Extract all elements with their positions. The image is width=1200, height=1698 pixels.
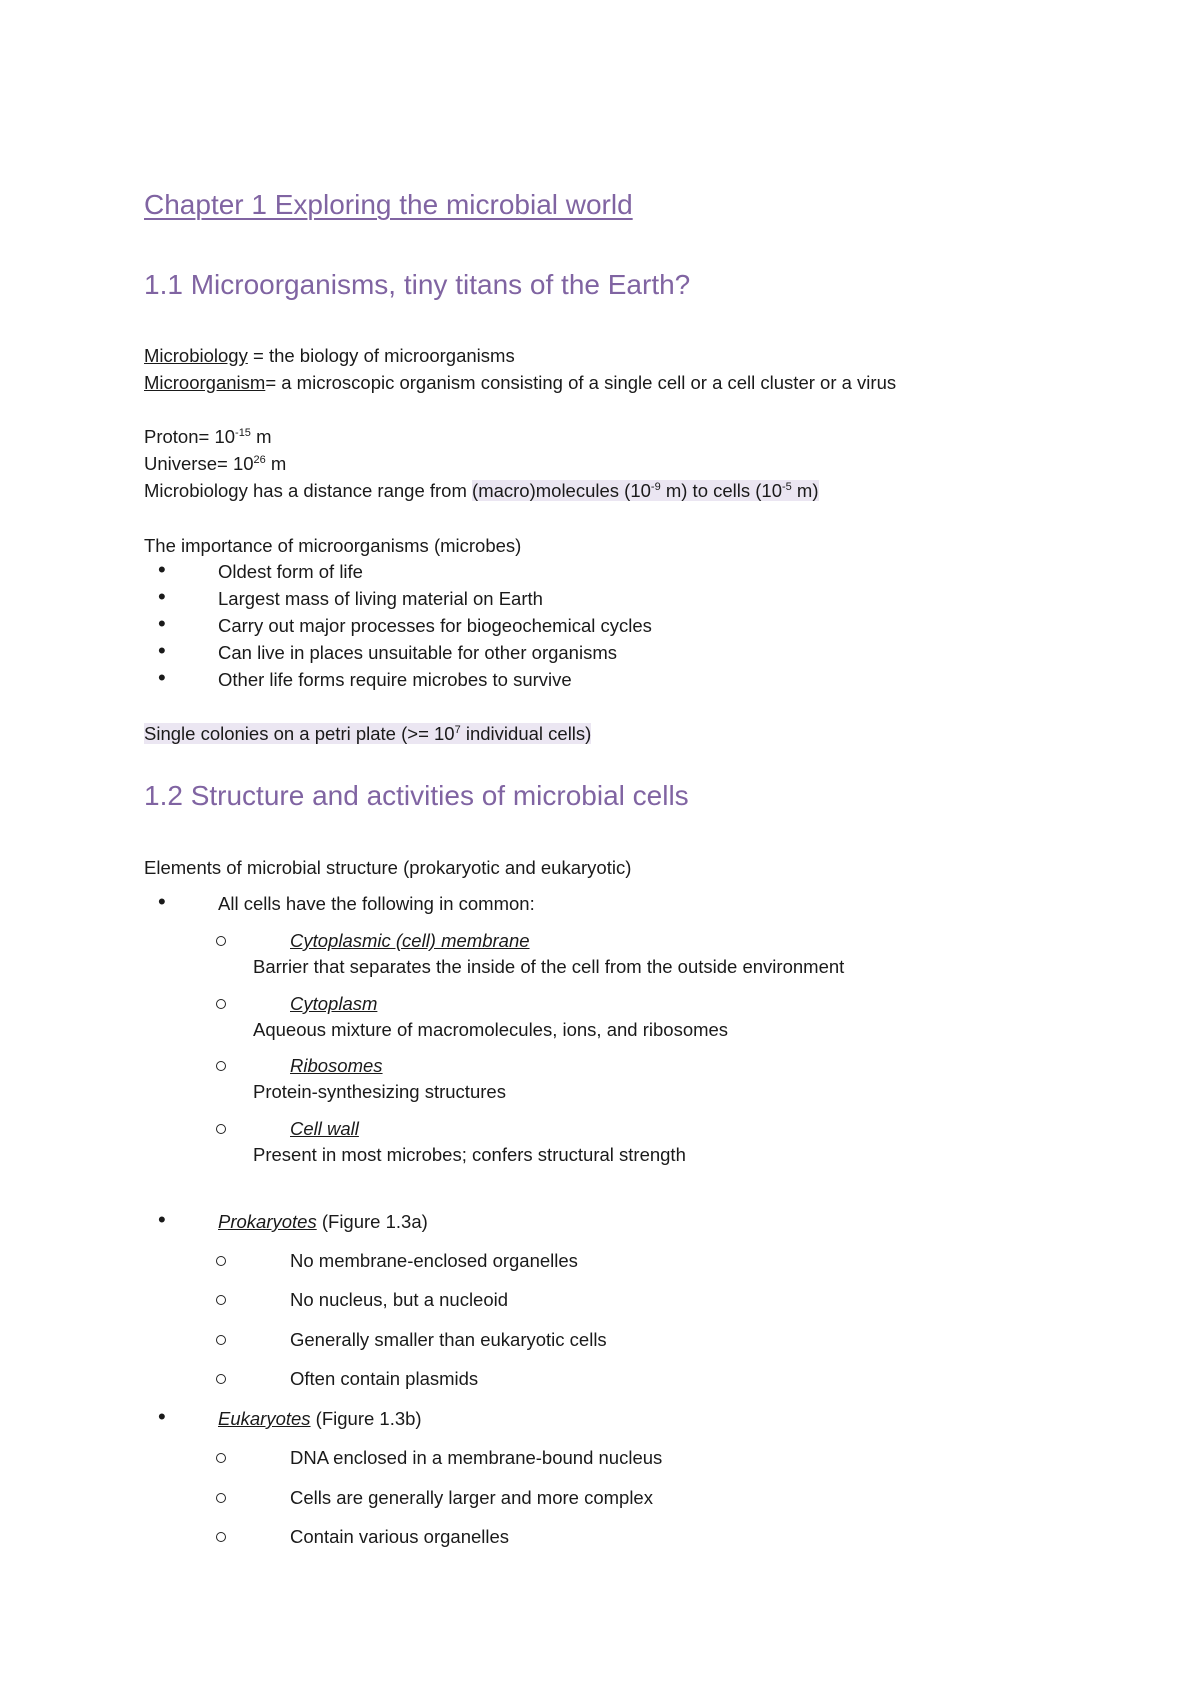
colonies-highlight [144,723,591,744]
universe-size [144,452,286,476]
figure-ref: (Figure 1.3a) [316,1211,428,1232]
circle-bullet-icon [216,1532,226,1542]
proton-size [144,425,272,449]
list-item: Generally smaller than eukaryotic cells [290,1329,607,1350]
eukaryotes-heading [218,1407,422,1431]
range-exponent: -9 [650,481,661,493]
bullet-icon: • [158,584,166,609]
universe-exponent: 26 [253,454,266,466]
definition-text: = a microscopic organism consisting of a single cell or a cell cluster or a virus [265,372,897,393]
list-item: Cells are generally larger and more complex [290,1487,653,1508]
term-eukaryotes: Eukaryotes [218,1408,311,1429]
list-item: No membrane-enclosed organelles [290,1250,578,1271]
term-description: Present in most microbes; confers structural strength [253,1144,686,1165]
range-text: Microbiology has a distance range from [144,480,473,501]
proton-exponent: -15 [235,427,251,439]
range-exponent: -5 [782,481,792,493]
term-label: Cytoplasm [290,993,378,1014]
definition-text: = the biology of microorganisms [247,345,515,366]
term-prokaryotes: Prokaryotes [218,1211,317,1232]
range-part: (macro)molecules (10 [472,480,651,501]
colonies-text: individual cells) [460,723,592,744]
colonies-note [144,722,591,746]
bullet-icon: • [158,1207,166,1232]
definition-microorganism [144,371,896,395]
colonies-text: Single colonies on a petri plate (>= 10 [144,723,455,744]
term-description: Protein-synthesizing structures [253,1081,506,1102]
importance-intro: The importance of microorganisms (microbes) [144,535,522,556]
list-item: DNA enclosed in a membrane-bound nucleus [290,1447,663,1468]
bullet-icon: • [158,557,166,582]
circle-bullet-icon [216,1295,226,1305]
term-description: Barrier that separates the inside of the cell from the outside environment [253,956,845,977]
bullet-icon: • [158,665,166,690]
circle-bullet-icon [216,1335,226,1345]
circle-bullet-icon [216,936,226,946]
circle-bullet-icon [216,999,226,1009]
bullet-icon: • [158,889,166,914]
term-label: Cell wall [290,1118,359,1139]
range-part: m) [791,480,819,501]
list-item: No nucleus, but a nucleoid [290,1289,509,1310]
bullet-icon: • [158,638,166,663]
definition-microbiology [144,344,515,368]
circle-bullet-icon [216,1374,226,1384]
bullet-icon: • [158,611,166,636]
list-item: Contain various organelles [290,1526,510,1547]
list-item: Largest mass of living material on Earth [218,588,543,609]
prokaryotes-heading [218,1210,428,1234]
colonies-exponent: 7 [454,724,461,736]
list-item: All cells have the following in common: [218,893,535,914]
term-label: Cytoplasmic (cell) membrane [290,930,530,951]
term-description: Aqueous mixture of macromolecules, ions, and ribosomes [253,1019,729,1040]
circle-bullet-icon [216,1124,226,1134]
proton-label: Proton= 10 [144,426,236,447]
circle-bullet-icon [216,1256,226,1266]
circle-bullet-icon [216,1493,226,1503]
list-item: Often contain plasmids [290,1368,479,1389]
list-item: Carry out major processes for biogeochemical cycles [218,615,652,636]
structure-intro: Elements of microbial structure (prokaryotic and eukaryotic) [144,857,632,878]
universe-label: Universe= 10 [144,453,254,474]
chapter-title: Chapter 1 Exploring the microbial world [144,189,633,220]
range-part: m) to cells (10 [660,480,783,501]
figure-ref: (Figure 1.3b) [310,1408,422,1429]
list-item: Can live in places unsuitable for other organisms [218,642,617,663]
list-item: Other life forms require microbes to survive [218,669,572,690]
universe-unit: m [265,453,287,474]
circle-bullet-icon [216,1453,226,1463]
term-microbiology: Microbiology [144,345,248,366]
section-heading-1-1: 1.1 Microorganisms, tiny titans of the Earth? [144,269,691,300]
term-microorganism: Microorganism [144,372,266,393]
bullet-icon: • [158,1404,166,1429]
list-item: Oldest form of life [218,561,363,582]
proton-unit: m [250,426,272,447]
range-highlight [472,480,818,501]
term-label: Ribosomes [290,1055,383,1076]
distance-range [144,479,819,503]
section-heading-1-2: 1.2 Structure and activities of microbial cells [144,780,689,811]
circle-bullet-icon [216,1061,226,1071]
